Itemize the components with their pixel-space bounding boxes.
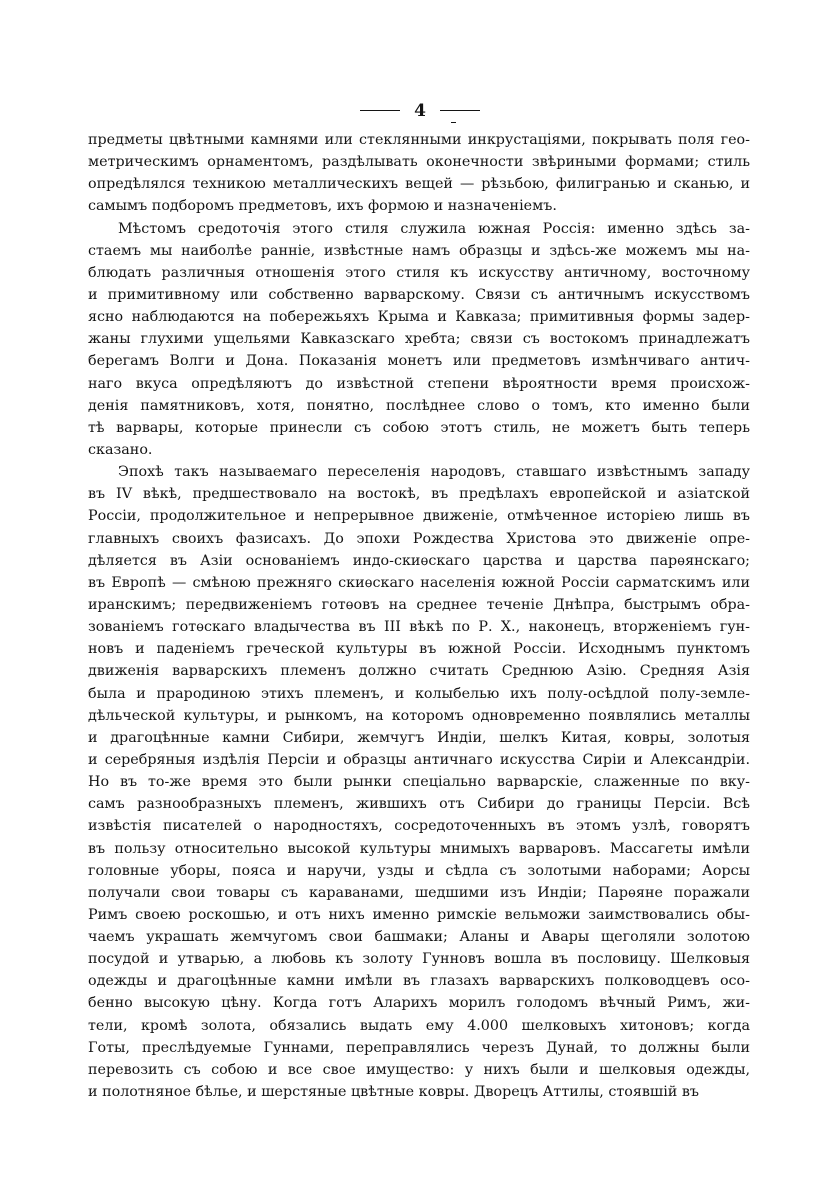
text-line: блюдать различныя отношенія этого стиля къ искусству античному, восточному: [88, 264, 750, 281]
text-line: и примитивному или собственно варварскому. Связи съ античнымъ искусствомъ: [88, 286, 750, 303]
paragraph: [88, 218, 750, 462]
text-line: берегамъ Волги и Дона. Показанія монетъ или предметовъ измѣнчиваго антич-: [88, 353, 750, 370]
text-line: жаны глухими ущельями Кавказскаго хребта; связи съ востокомъ принадлежатъ: [88, 331, 750, 348]
text-line: одежды и драгоцѣнные камни имѣли въ глазахъ варварскихъ полководцевъ осо-: [88, 973, 750, 990]
text-line: зованіемъ готѳскаго владычества въ III вѣкѣ по Р. Х., наконецъ, вторженіемъ гун-: [88, 619, 750, 636]
paragraph: [88, 129, 750, 218]
text-line: самъ разнообразныхъ племенъ, жившихъ отъ Сибири до границы Персіи. Всѣ: [88, 796, 750, 813]
text-line: и серебряныя издѣлія Персіи и образцы античнаго искусства Сиріи и Александріи.: [88, 751, 750, 768]
text-line: Но въ то-же время это были рынки спеціально варварскіе, слаженные по вку-: [88, 774, 750, 791]
header-rule-left: [360, 110, 400, 111]
text-line: Готы, преслѣдуемые Гуннами, переправлялись черезъ Дунай, то должны были: [88, 1039, 750, 1056]
text-line: самымъ подборомъ предметовъ, ихъ формою и назначеніемъ.: [88, 198, 557, 215]
text-line: дѣльческой культуры, и рынкомъ, на которомъ одновременно появлялись металлы: [88, 707, 750, 724]
text-line: была и прародиною этихъ племенъ, и колыбелью ихъ полу-осѣдлой полу-земле-: [88, 685, 750, 702]
text-line: денія памятниковъ, хотя, понятно, послѣднее слово о томъ, кто именно были: [88, 397, 750, 414]
text-line: бенно высокую цѣну. Когда готъ Аларихъ морилъ голодомъ вѣчный Римъ, жи-: [88, 995, 750, 1012]
text-line: въ пользу относительно высокой культуры мнимыхъ варваровъ. Массагеты имѣли: [88, 840, 750, 857]
text-line: перевозить съ собою и все свое имущество: у нихъ были и шелковыя одежды,: [88, 1061, 750, 1078]
text-line: опредѣлялся техникою металлическихъ вещей — рѣзьбою, филигранью и сканью, и: [88, 176, 750, 193]
text-line: посудой и утварью, а любовь къ золоту Гунновъ вошла въ пословицу. Шелковыя: [88, 951, 750, 968]
text-line: головные уборы, пояса и наручи, узды и сѣдла съ золотыми наборами; Аорсы: [88, 862, 750, 879]
text-line: движенія варварскихъ племенъ должно считать Среднюю Азію. Средняя Азія: [88, 663, 750, 680]
text-line: получали свои товары съ караванами, шедшими изъ Индіи; Парѳяне поражали: [88, 884, 750, 901]
header-mark: [451, 122, 456, 123]
text-line: наго вкуса опредѣляютъ до извѣстной степени вѣроятности время происхож-: [88, 375, 750, 392]
text-line: въ Европѣ — смѣною прежняго скиѳскаго населенія южной Россіи сарматскимъ или: [88, 574, 750, 591]
text-line: сказано.: [88, 441, 153, 458]
text-line: дѣляется въ Азіи основаніемъ индо-скиѳскаго царства и царства парѳянскаго;: [88, 552, 750, 569]
text-line: ясно наблюдаются на побережьяхъ Крыма и Кавказа; примитивныя формы задер-: [88, 309, 750, 326]
text-line: и полотняное бѣлье, и шерстяные цвѣтные ковры. Дворецъ Аттилы, стоявшій въ: [88, 1084, 699, 1101]
text-line: Россіи, продолжительное и непрерывное движеніе, отмѣченное исторіею лишь въ: [88, 508, 750, 525]
header-rule-right: [440, 110, 480, 111]
page-number: 4: [414, 100, 426, 121]
text-line: чаемъ украшать жемчугомъ свои башмаки; Аланы и Авары щеголяли золотою: [88, 929, 750, 946]
text-line: стаемъ мы наиболѣе ранніе, извѣстные намъ образцы и здѣсь-же можемъ мы на-: [88, 242, 750, 259]
page-header: [0, 100, 840, 124]
paragraph: [88, 461, 750, 1103]
text-line: извѣстія писателей о народностяхъ, сосредоточенныхъ въ этомъ узлѣ, говорятъ: [88, 818, 750, 835]
text-line: главныхъ своихъ фазисахъ. До эпохи Рождества Христова это движеніе опре-: [88, 530, 750, 547]
text-line: тѣ варвары, которые принесли съ собою этотъ стиль, не можетъ быть теперь: [88, 419, 750, 436]
body-text: [88, 129, 750, 1103]
text-line: метрическимъ орнаментомъ, раздѣлывать оконечности звѣриными формами; стиль: [88, 154, 750, 171]
text-line: Эпохѣ такъ называемаго переселенія народовъ, ставшаго извѣстнымъ западу: [118, 464, 750, 481]
text-line: новъ и паденіемъ греческой культуры въ южной Россіи. Исходнымъ пунктомъ: [88, 641, 750, 658]
text-line: предметы цвѣтными камнями или стеклянными инкрустаціями, покрывать поля гео-: [88, 132, 750, 148]
text-line: Римъ своею роскошью, и отъ нихъ именно римскіе вельможи заимствовались обы-: [88, 906, 750, 923]
text-line: иранскимъ; передвиженіемъ готѳовъ на среднее теченіе Днѣпра, быстрымъ обра-: [88, 596, 750, 613]
text-line: Мѣстомъ средоточія этого стиля служила южная Россія: именно здѣсь за-: [118, 220, 750, 237]
text-line: и драгоцѣнные камни Сибири, жемчугъ Индіи, шелкъ Китая, ковры, золотыя: [88, 729, 750, 746]
text-line: тели, кромѣ золота, обязались выдать ему 4.000 шелковыхъ хитоновъ; когда: [88, 1017, 750, 1034]
text-line: въ IV вѣкѣ, предшествовало на востокѣ, въ предѣлахъ европейской и азіатской: [88, 486, 750, 503]
